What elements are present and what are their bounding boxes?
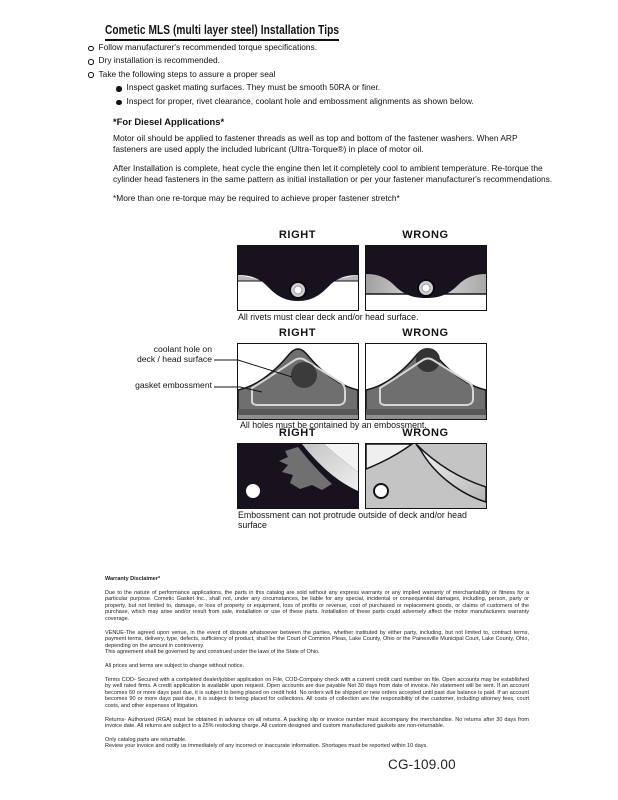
embossment-wrong-illustration (366, 444, 486, 508)
tip-sub-bullet-item (116, 95, 548, 108)
diesel-applications-section (113, 117, 553, 203)
diagram-rivet-right (237, 245, 359, 311)
tip-sub-bullet-text: Inspect gasket mating surfaces. They must be smooth 50RA or finer. (126, 82, 381, 93)
doc-number: CG-109.00 (388, 757, 456, 772)
installation-tips-list (88, 41, 548, 108)
annotation-gasket-embossment-label: gasket embossment (135, 380, 212, 390)
rivet-right-illustration (238, 246, 358, 310)
review-invoice-line: Review your invoice and notify us immediately of any incorrect or inaccurate information. Shortages must be reported within 10 days. (105, 743, 428, 750)
hole-wrong-label: WRONG (402, 327, 449, 339)
open-bullet-icon (88, 72, 94, 78)
hole-wrong-illustration (366, 344, 486, 419)
venue-paragraph: VENUE-The agreed upon venue, in the event of dispute whatsoever between the parties, whether instituted by either party, including, but not limited to, contract terms, payment terms, delivery, type, defects, sufficiency of product, shall be the Court of Common Pleas, Lake County, Ohio or the Painesville Municipal Court, Lake County, Ohio, depending on the amount in controversy. (105, 629, 529, 649)
filled-bullet-icon (116, 100, 122, 106)
annotation-coolant-hole-label (98, 345, 212, 364)
open-bullet-icon (88, 46, 94, 52)
diagram-rivet-wrong (365, 245, 487, 311)
tip-bullet-text: Follow manufacturer's recommended torque specifications. (98, 42, 318, 52)
hole-caption: All holes must be contained by an embossment. (240, 420, 427, 430)
page-title: Cometic MLS (multi layer steel) Installation Tips (105, 22, 339, 41)
rivet-wrong-label: WRONG (402, 229, 449, 241)
tip-bullet-item (88, 41, 548, 54)
warranty-disclaimer-heading: Warranty Disclaimer* (105, 576, 161, 582)
diagram-embossment-right (237, 443, 359, 509)
prices-terms-line: All prices and terms are subject to change without notice. (105, 662, 245, 669)
tip-bullet-text: Dry installation is recommended. (98, 55, 220, 66)
diagram-embossment-wrong (365, 443, 487, 509)
embossment-right-illustration (238, 444, 358, 508)
tip-sub-bullet-text: Inspect for proper, rivet clearance, coolant hole and embossment alignments as shown below. (126, 95, 474, 106)
annotation-line: coolant hole on (153, 344, 212, 354)
hole-right-label: RIGHT (278, 327, 317, 339)
retorque-note: *More than one re-torque may be required to achieve proper fastener stretch* (113, 193, 400, 204)
rivet-right-label: RIGHT (278, 229, 317, 241)
diesel-paragraph-motor-oil: Motor oil should be applied to fastener threads as well as top and bottom of the fastener washers. When ARP fasteners are used apply the included lubricant (Ultra-Torque®) in place of motor oil. (113, 133, 518, 154)
tip-bullet-item (88, 68, 548, 81)
legal-fine-print (105, 576, 529, 750)
filled-bullet-icon (116, 86, 122, 92)
diagram-hole-right (237, 343, 359, 420)
warranty-paragraph: Due to the nature of performance applications, the parts in this catalog are sold without any express warranty or any implied warranty of merchantability or fitness for a particular purpose. Cometic Gasket Inc., shall not, under any circumstances, be liable for any special, incidental or consequential damages, including, person, party or property, but not limited to, damage, or loss of property or equipment, loss of profits or revenue, cost of purchased or replacement goods, or claims of customers of the purchase, which may arise and/or result from sale, installation or use of these parts. Installation of these parts could adversely affect the motor manufacturers warranty coverage. (105, 589, 529, 622)
governing-law-line: This agreement shall be governed by and construed under the laws of the State of Ohio. (105, 649, 320, 656)
annotation-line: deck / head surface (136, 353, 212, 364)
tip-sub-bullet-item (116, 81, 548, 94)
diagram-hole-wrong (365, 343, 487, 420)
embossment-wrong-label: WRONG (402, 427, 449, 439)
catalog-parts-line: Only catalog parts are returnable. (105, 736, 187, 743)
diesel-heading: *For Diesel Applications* (113, 116, 225, 127)
tip-bullet-text: Take the following steps to assure a proper seal (98, 68, 276, 79)
rivet-wrong-illustration (366, 246, 486, 310)
hole-right-illustration (238, 344, 358, 419)
diesel-paragraph-heat-cycle: After Installation is complete, heat cycle the engine then let it completely cool to ambient temperature. Re-torque the cylinder head fasteners in the same pattern as initial installation or per your fastener manufacturer's recommendations. (113, 163, 553, 184)
embossment-caption: Embossment can not protrude outside of deck and/or head surface (238, 510, 467, 531)
embossment-right-label: RIGHT (278, 427, 317, 439)
terms-cod-paragraph: Terms COD- Secured with a completed dealer/jobber application on File, COD-Company check with a current credit card number on file. Open accounts may be established by well rated firms. A credit application is available upon request. Open accounts are due payable Net 30 days from date of invoice. No statement will be sent. If an account becomes 60 or more days past due, it is subject to being placed on credit hold. No orders will be shipped or new orders accepted until past due balance is paid. If an account becomes 90 or more days past due, it is subject to being placed for collections. All costs of collection are the responsibility of the customer, including attorney fees, court costs, and other expenses of litigation. (105, 676, 529, 709)
rivet-caption: All rivets must clear deck and/or head surface. (238, 312, 419, 322)
tip-bullet-item (88, 54, 548, 67)
open-bullet-icon (88, 59, 94, 65)
returns-paragraph: Returns- Authorized (RGA) must be obtained in advance on all returns. A packing slip or invoice number must accompany the merchandise. No returns after 30 days from invoice date. All returns are subject to a 25% restocking charge. All custom designed and custom manufactured gaskets are non-returnable. (105, 716, 529, 730)
